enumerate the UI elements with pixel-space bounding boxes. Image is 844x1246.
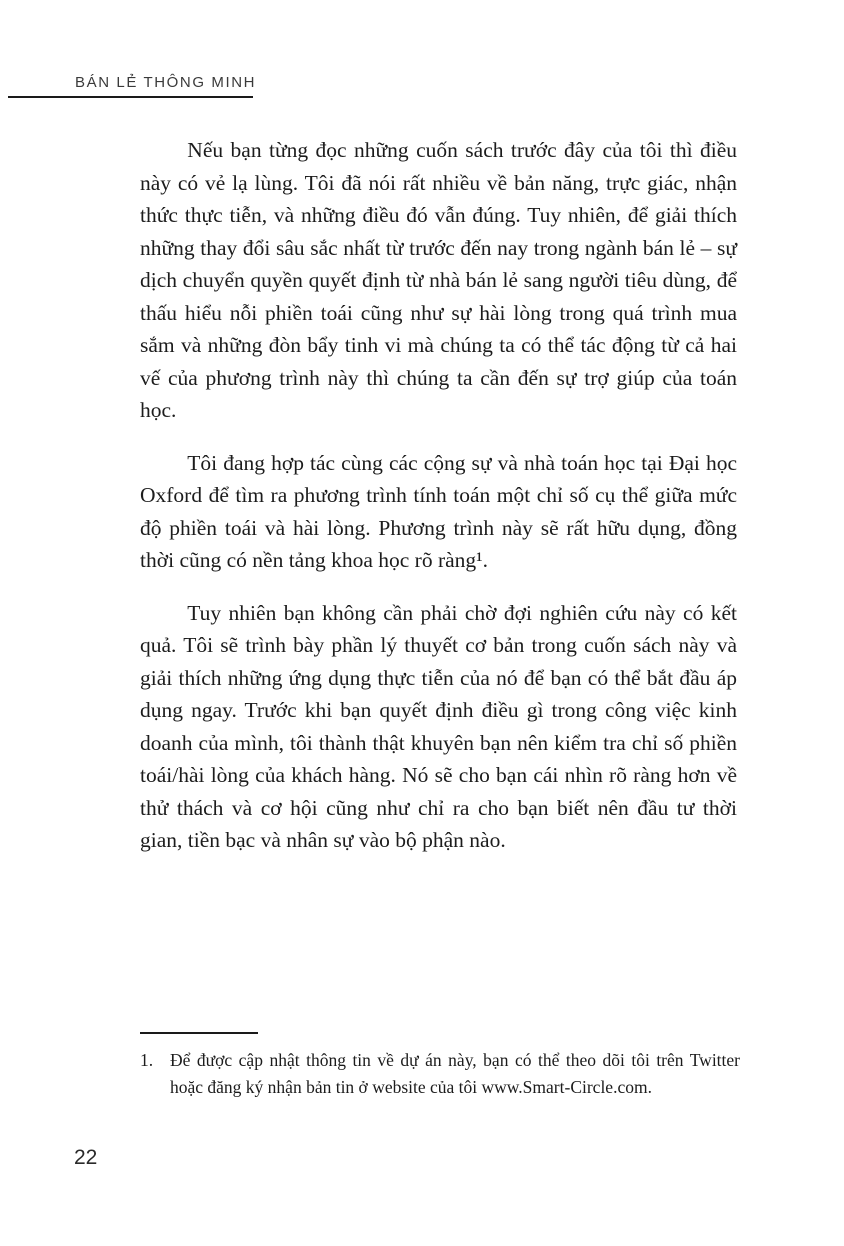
footnote [140, 1047, 740, 1101]
paragraph: Tuy nhiên bạn không cần phải chờ đợi nghiên cứu này có kết quả. Tôi sẽ trình bày phần lý thuyết cơ bản trong cuốn sách này và giải thích những ứng dụng thực tiễn của nó để bạn có thể bắt đầu áp dụng ngay. Trước khi bạn quyết định điều gì trong công việc kinh doanh của mình, tôi thành thật khuyên bạn nên kiểm tra chỉ số phiền toái/hài lòng của khách hàng. Nó sẽ cho bạn cái nhìn rõ ràng hơn về thử thách và cơ hội cũng như chỉ ra cho bạn biết nên đầu tư thời gian, tiền bạc và nhân sự vào bộ phận nào. [140, 600, 737, 852]
page-number: 22 [74, 1146, 98, 1169]
footnote-text: Để được cập nhật thông tin về dự án này, bạn có thể theo dõi tôi trên Twitter hoặc đăng ký nhận bản tin ở website của tôi www.Smart-Circle.com. [170, 1049, 740, 1097]
header-rule-divider [8, 96, 253, 98]
footnote-marker: 1. [140, 1049, 154, 1070]
paragraph: Nếu bạn từng đọc những cuốn sách trước đây của tôi thì điều này có vẻ lạ lùng. Tôi đã nói rất nhiều về bản năng, trực giác, nhận thức thực tiễn, và những điều đó vẫn đúng. Tuy nhiên, để giải thích những thay đổi sâu sắc nhất từ trước đến nay trong ngành bán lẻ – sự dịch chuyển quyền quyết định từ nhà bán lẻ sang người tiêu dùng, để thấu hiểu nỗi phiền toái cũng như sự hài lòng trong quá trình mua sắm và những đòn bẩy tinh vi mà chúng ta có thể tác động từ cả hai vế của phương trình này thì chúng ta cần đến sự trợ giúp của toán học. [140, 138, 737, 422]
footnote-rule-divider [140, 1032, 258, 1034]
paragraph: Tôi đang hợp tác cùng các cộng sự và nhà toán học tại Đại học Oxford để tìm ra phương trình tính toán một chỉ số cụ thể giữa mức độ phiền toái và hài lòng. Phương trình này sẽ rất hữu dụng, đồng thời cũng có nền tảng khoa học rõ ràng¹. [140, 450, 737, 572]
running-header: BÁN LẺ THÔNG MINH [75, 74, 257, 91]
footnote-section [140, 1032, 740, 1101]
body-text-block [140, 134, 737, 877]
